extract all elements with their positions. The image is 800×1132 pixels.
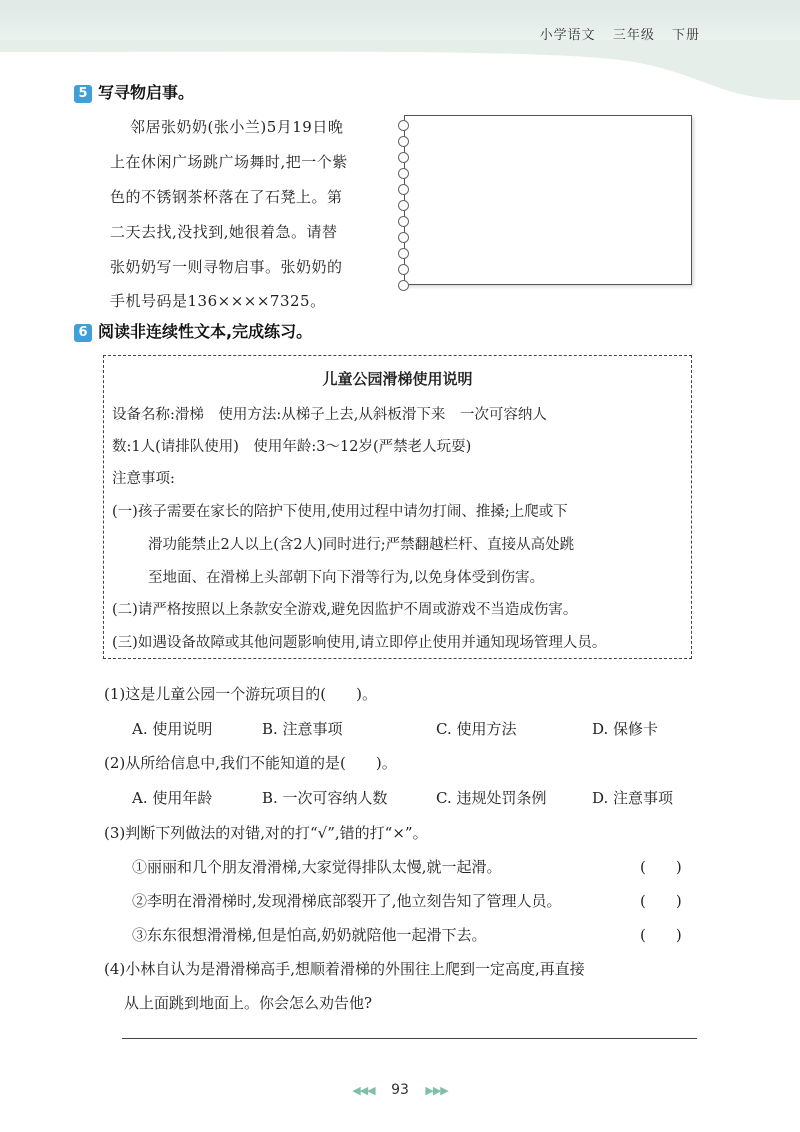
left-arrows-icon: ◀◀◀	[352, 1084, 375, 1097]
q6-sub3-item: ①丽丽和几个朋友滑滑梯,大家觉得排队太慢,就一起滑。	[132, 858, 502, 876]
header-volume: 下册	[671, 28, 700, 43]
notice-title: 儿童公园滑梯使用说明	[322, 370, 473, 388]
notepad-spiral-rings	[398, 120, 412, 280]
answer-line[interactable]	[122, 1038, 697, 1039]
q6-heading	[74, 319, 312, 342]
notice-line: 注意事项:	[112, 471, 175, 487]
answer-paren[interactable]: ( )	[640, 892, 682, 910]
notice-line: (三)如遇设备故障或其他问题影响使用,请立即停止使用并通知现场管理人员。	[112, 635, 607, 651]
q6-sub1-option[interactable]: D. 保修卡	[592, 720, 659, 738]
q6-title: 阅读非连续性文本,完成练习。	[98, 322, 313, 341]
q5-title: 写寻物启事。	[98, 83, 195, 102]
notice-line: (一)孩子需要在家长的陪护下使用,使用过程中请勿打闹、推搡;上爬或下	[112, 504, 568, 520]
q5-line: 色的不锈钢茶杯落在了石凳上。第	[110, 188, 343, 206]
header-grade: 三年级	[612, 28, 655, 43]
page-footer	[0, 1082, 800, 1098]
q6-sub1-question: (1)这是儿童公园一个游玩项目的( )。	[104, 685, 377, 703]
notice-line: 滑功能禁止2人以上(含2人)同时进行;严禁翻越栏杆、直接从高处跳	[148, 537, 575, 553]
q6-sub1-option[interactable]: B. 注意事项	[262, 720, 343, 738]
q6-sub3-item: ③东东很想滑滑梯,但是怕高,奶奶就陪他一起滑下去。	[132, 926, 487, 944]
notice-line: 设备名称:滑梯 使用方法:从梯子上去,从斜板滑下来 一次可容纳人	[112, 407, 547, 423]
answer-paren[interactable]: ( )	[640, 926, 682, 944]
notice-line: 至地面、在滑梯上头部朝下向下滑等行为,以免身体受到伤害。	[148, 570, 545, 586]
q5-number-badge: 5	[74, 85, 92, 103]
q6-sub1-option[interactable]: C. 使用方法	[436, 720, 517, 738]
q5-line: 二天去找,没找到,她很着急。请替	[110, 223, 338, 241]
q6-sub4-question-cont: 从上面跳到地面上。你会怎么劝告他?	[124, 994, 373, 1012]
q6-sub2-option[interactable]: C. 违规处罚条例	[436, 789, 547, 807]
q6-sub4-question: (4)小林自认为是滑滑梯高手,想顺着滑梯的外围往上爬到一定高度,再直接	[104, 960, 585, 978]
q6-sub1-option[interactable]: A. 使用说明	[132, 720, 213, 738]
q6-sub2-question: (2)从所给信息中,我们不能知道的是( )。	[104, 754, 397, 772]
q5-line: 邻居张奶奶(张小兰)5月19日晚	[130, 118, 344, 136]
q5-line: 手机号码是136××××7325。	[110, 292, 326, 310]
header-subject: 小学语文	[539, 28, 596, 43]
notice-line: 数:1人(请排队使用) 使用年龄:3～12岁(严禁老人玩耍)	[112, 439, 472, 455]
q6-sub3-item: ②李明在滑滑梯时,发现滑梯底部裂开了,他立刻告知了管理人员。	[132, 892, 562, 910]
right-arrows-icon: ▶▶▶	[425, 1084, 448, 1097]
notice-line: (二)请严格按照以上条款安全游戏,避免因监护不周或游戏不当造成伤害。	[112, 602, 578, 618]
q6-number-badge: 6	[74, 324, 92, 342]
q5-answer-notepad[interactable]	[404, 115, 692, 285]
q6-sub3-question: (3)判断下列做法的对错,对的打“√”,错的打“×”。	[104, 824, 428, 842]
q6-sub2-option[interactable]: B. 一次可容纳人数	[262, 789, 388, 807]
q5-line: 张奶奶写一则寻物启事。张奶奶的	[110, 258, 343, 276]
header-label	[528, 24, 700, 43]
answer-paren[interactable]: ( )	[640, 858, 682, 876]
q6-sub2-option[interactable]: A. 使用年龄	[132, 789, 213, 807]
page-number: 93	[391, 1082, 409, 1098]
q6-sub2-option[interactable]: D. 注意事项	[592, 789, 674, 807]
slide-notice-box	[103, 355, 692, 659]
q5-line: 上在休闲广场跳广场舞时,把一个紫	[110, 153, 348, 171]
q5-heading	[74, 80, 194, 103]
